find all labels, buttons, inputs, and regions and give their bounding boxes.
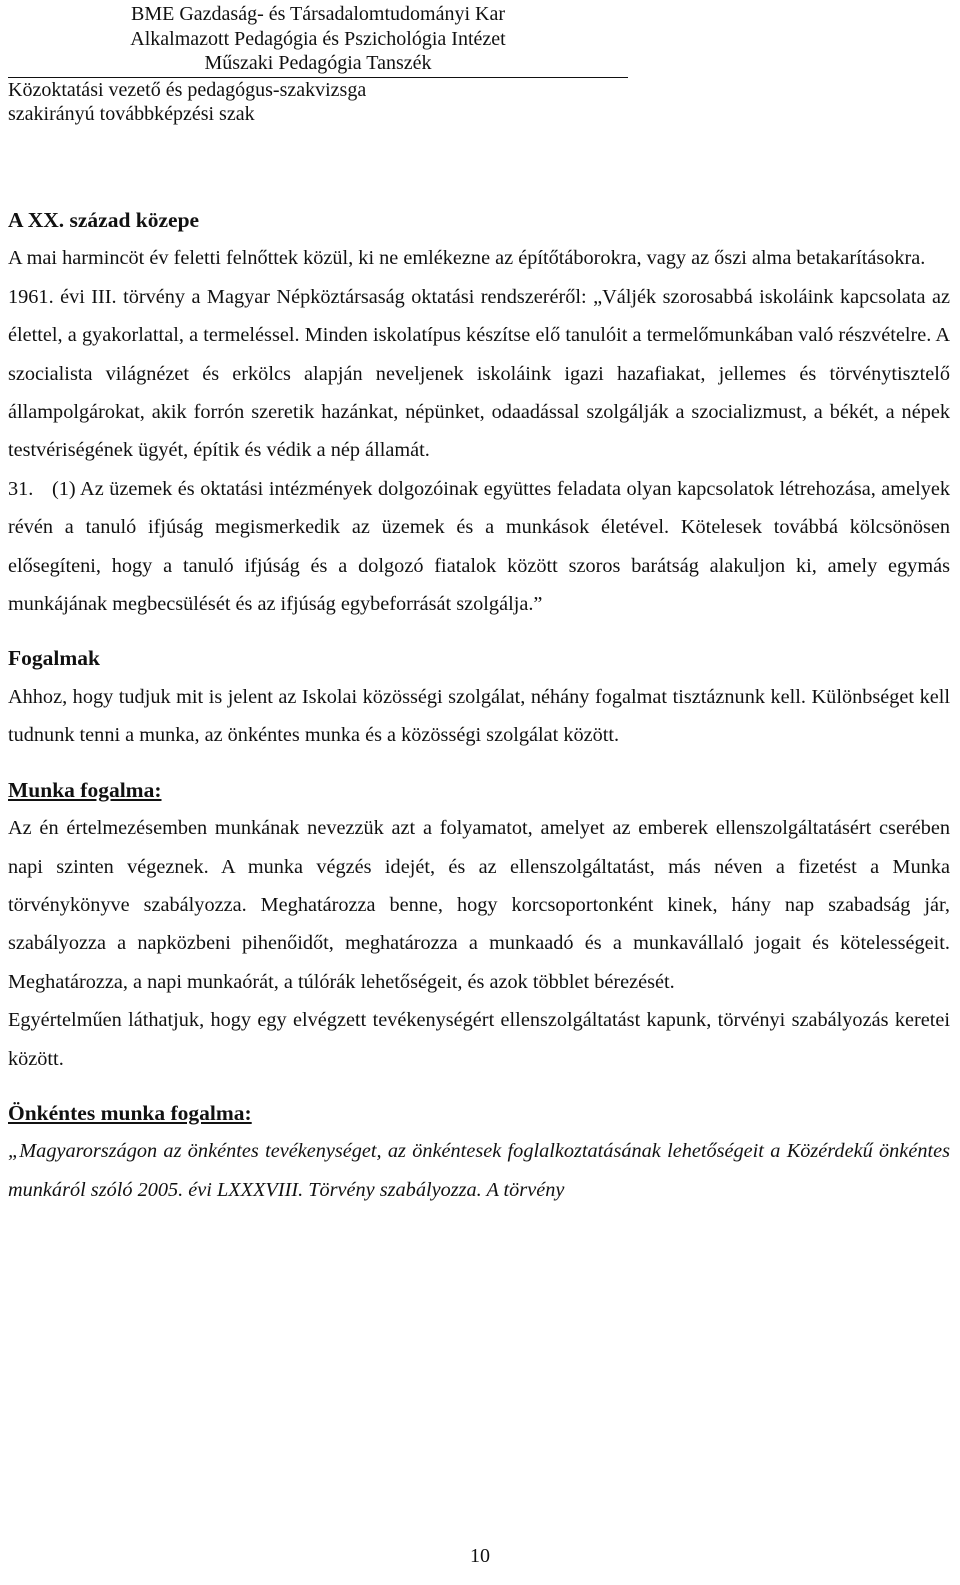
spacer bbox=[8, 1078, 950, 1094]
section-title-onkentes-munka: Önkéntes munka fogalma: bbox=[8, 1100, 252, 1125]
paragraph-onkentes-quote: „Magyarországon az önkéntes tevékenységet, az önkéntesek foglalkoztatásának lehetőségeit a Közérdekű önkéntes munkáról szóló 2005. évi LXXXVIII. Törvény szabályozza. A törvény bbox=[8, 1140, 950, 1201]
header-faculty: BME Gazdaság- és Társadalomtudományi Kar bbox=[131, 3, 505, 25]
paragraph-fogalmak: Ahhoz, hogy tudjuk mit is jelent az Iskolai közösségi szolgálat, néhány fogalmat tisztáznunk kell. Különbséget kell tudnunk tenni a munka, az önkéntes munka és a közösségi szolgálat között. bbox=[8, 685, 950, 747]
section-31-text: (1) Az üzemek és oktatási intézmények dolgozóinak együttes feladata olyan kapcsolatok létrehozása, amelyek révén a tanuló ifjúság megismerkedik az üzemek és a munkások életével. Kötelesek továbbá kölcsönösen elősegíteni, hogy a tanuló ifjúság és a dolgozó fiatalok között szoros barátság alakuljon ki, amely egymás munkájának megbecsülését és az ifjúság egybeforrását szolgálja.” bbox=[8, 477, 950, 616]
section-title-munka-fogalma: Munka fogalma: bbox=[8, 777, 162, 802]
paragraph-munka-1: Az én értelmezésemben munkának nevezzük azt a folyamatot, amelyet az emberek ellenszolgáltatásért cserében napi szinten végeznek. A munka végzés idejét, és az ellenszolgáltatást, más néven a fizetést a Munka törvénykönyve szabályozza. Meghatározza benne, hogy korcsoportonként kinek, hány nap szabadság jár, szabályozza a napközbeni pihenőidőt, meghatározza a munkaadó és a munkavállaló jogait és kötelességeit. Meghatározza, a napi munkaórát, a túlórák lehetőségeit, és azok többlet bérezését. bbox=[8, 817, 950, 993]
paragraph-intro: A mai harmincöt év feletti felnőttek közül, ki ne emlékezne az építőtáborokra, vagy az őszi alma betakarításokra. bbox=[8, 247, 926, 270]
page-number: 10 bbox=[470, 1545, 490, 1567]
section-title-xx-century: A XX. század közepe bbox=[8, 208, 200, 232]
header-institute: Alkalmazott Pedagógia és Pszichológia Intézet bbox=[130, 27, 506, 50]
document-header bbox=[8, 2, 628, 127]
header-program bbox=[8, 78, 628, 127]
spacer bbox=[8, 623, 950, 639]
header-program-line1: Közoktatási vezető és pedagógus-szakvizsga bbox=[8, 78, 367, 101]
spacer bbox=[8, 755, 950, 771]
paragraph-law-1961: 1961. évi III. törvény a Magyar Népköztársaság oktatási rendszeréről: „Váljék szorosabbá iskoláink kapcsolata az élettel, a gyakorlattal, a termeléssel. Minden iskolatípus készítse elő tanulóit a termelőmunkában való részvételre. A szocialista világnézet és erkölcs alapján neveljenek iskoláink igazi hazafiakat, jellemes és törvénytisztelő állampolgárokat, akik forrón szeretik hazánkat, népünket, odaadással szolgálják a szocializmust, a békét, a népek testvériségének ügyét, építik és védik a nép államát. bbox=[8, 285, 950, 462]
document-body bbox=[8, 201, 950, 1209]
section-number: 31. bbox=[8, 477, 34, 500]
header-program-line2: szakirányú továbbképzési szak bbox=[8, 103, 255, 125]
section-title-fogalmak: Fogalmak bbox=[8, 646, 100, 671]
paragraph-munka-2: Egyértelműen láthatjuk, hogy egy elvégzett tevékenységért ellenszolgáltatást kapunk, törvényi szabályozás keretei között. bbox=[8, 1009, 950, 1070]
paragraph-section-31 bbox=[8, 470, 950, 624]
header-department: Műszaki Pedagógia Tanszék bbox=[204, 52, 432, 74]
